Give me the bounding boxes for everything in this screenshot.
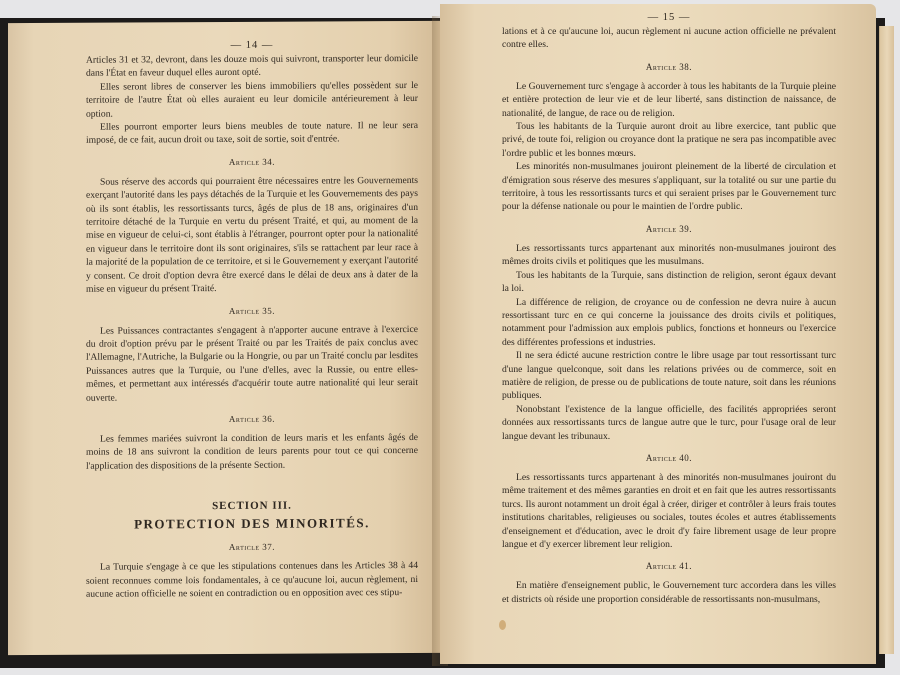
paragraph: Sous réserve des accords qui pourraient être nécessaires entre les Gouvernements exerçant l'autorité dans les pays détachés de la Turquie et les Gouvernements des pays où ils sont établis, les ressortissants turcs, âgés de plus de 18 ans, originaires d'un territoire détaché de la Turquie en vertu du présent Traité, et qui, au moment de la mise en vigueur de celui-ci, sont établis à l'étranger, pourront opter pour la nationalité en vigueur dans le territoire dont ils sont originaires, s'ils se rattachent par leur race à la majorité de la population de ce territoire, et si le Gouvernement y exerçant l'autorité y consent. Ce droit d'option devra être exercé dans le délai de deux ans à dater de la mise en vigueur du présent Traité. [86,174,418,295]
paragraph: Elles seront libres de conserver les biens immobiliers qu'elles possèdent sur le territoire de l'autre État où elles auraient eu leur domicile antérieurement à leur option. [86,79,418,120]
article-heading: Article 40. [645,452,693,463]
left-page-body [86,52,418,601]
article-heading: Article 36. [228,413,276,424]
paragraph: Les minorités non-musulmanes jouiront pleinement de la liberté de circulation et d'émigration sous réserve des mesures s'appliquant, sur la totalité ou sur une partie du territoire, à tous les ressortissants turcs et qui seraient prises par le Gouvernement turc pour la défense nationale ou pour le maintien de l'ordre public. [502,161,836,213]
paragraph: Tous les habitants de la Turquie, sans distinction de religion, seront égaux devant la loi. [502,269,836,295]
paragraph: Articles 31 et 32, devront, dans les douze mois qui suivront, transporter leur domicile dans l'État en faveur duquel elles auront opté. [86,52,418,80]
paragraph: La différence de religion, de croyance ou de confession ne devra nuire à aucun ressortissant turc en ce qui concerne la jouissance des droits civils et politiques, notamment pour l'admission aux emplois publics, fonctions et honneurs ou l'exercice des différentes professions et industries. [502,296,836,348]
article-heading: Article 35. [228,305,276,316]
article-heading: Article 37. [228,541,276,553]
paragraph: Elles pourront emporter leurs biens meubles de toute nature. Il ne leur sera imposé, de ce fait, aucun droit ou taxe, soit de sortie, soit d'entrée. [86,120,418,147]
paper-stain [499,620,506,630]
paragraph: Les ressortissants turcs appartenant aux minorités non-musulmanes jouiront des mêmes droits civils et politiques que les musulmans. [502,242,836,268]
paragraph: Tous les habitants de la Turquie auront droit au libre exercice, tant public que privé, de toute foi, religion ou croyance dont la pratique ne sera pas incompatible avec l'ordre public et les bonnes mœurs. [502,121,836,159]
page-edges [879,26,894,654]
paragraph: Nonobstant l'existence de la langue officielle, des facilités appropriées seront données aux ressortissants turcs de langue autre que le turc, pour l'usage oral de leur langue devant les tribunaux. [502,403,836,442]
paragraph: La Turquie s'engage à ce que les stipulations contenues dans les Articles 38 à 44 soient reconnues comme lois fondamentales, à ce qu'aucune loi, aucun règlement, ni aucune action officielle ne soient en contradiction ou en opposition avec ces stipu- [86,560,418,600]
paragraph: Les ressortissants turcs appartenant à des minorités non-musulmanes jouiront du même traitement et des mêmes garanties en droit et en fait que les autres ressortissants turcs. Ils auront notamment un droit égal à créer, diriger et contrôler à leurs frais toutes institutions charitables, religieuses ou sociales, toutes écoles et autres établissements d'enseignement et d'éducation, avec le droit d'y faire librement usage de leur propre langue et d'y exercer librement leur religion. [502,471,836,550]
section-title: PROTECTION DES MINORITÉS. [134,515,370,532]
page-number: — 14 — [230,39,274,51]
left-page [8,21,440,655]
article-heading: Article 38. [645,61,693,72]
paragraph: Le Gouvernement turc s'engage à accorder à tous les habitants de la Turquie pleine et entière protection de leur vie et de leur liberté, sans distinction de naissance, de nationalité, de langue, de race ou de religion. [502,80,836,119]
page-number: — 15 — [647,12,691,23]
section-heading: SECTION III. [212,499,292,513]
article-heading: Article 39. [645,223,693,234]
article-heading: Article 34. [228,156,276,167]
right-page [440,4,876,664]
paragraph: Les Puissances contractantes s'engagent à n'apporter aucune entrave à l'exercice du droit d'option prévu par le présent Traité ou par les Traités de paix conclus avec l'Allemagne, l'Autriche, la Bulgarie ou la Hongrie, ou par un Traité conclu par lesdites Puissances autres que la Turquie, ou l'une d'elles, avec la Russie, ou entre elles-mêmes, et permettant aux intéressés d'acquérir toute autre nationalité qui leur serait ouverte. [86,323,418,404]
paragraph: En matière d'enseignement public, le Gouvernement turc accordera dans les villes et districts où réside une proportion considérable de ressortissants non-musulmans, [502,580,836,605]
paragraph: Il ne sera édicté aucune restriction contre le libre usage par tout ressortissant turc d'une langue quelconque, soit dans les relations privées ou de commerce, soit en matière de religion, de presse ou de publications de toute nature, soit dans les réunions publiques. [502,350,836,402]
article-heading: Article 41. [645,561,693,572]
paragraph: lations et à ce qu'aucune loi, aucun règlement ni aucune action officielle ne prévalent contre elles. [502,26,836,51]
paragraph: Les femmes mariées suivront la condition de leurs maris et les enfants âgés de moins de 18 ans suivront la condition de leurs parents pour tout ce qui concerne l'application des dispositions de la présente Section. [86,431,418,472]
right-page-body [502,25,836,606]
